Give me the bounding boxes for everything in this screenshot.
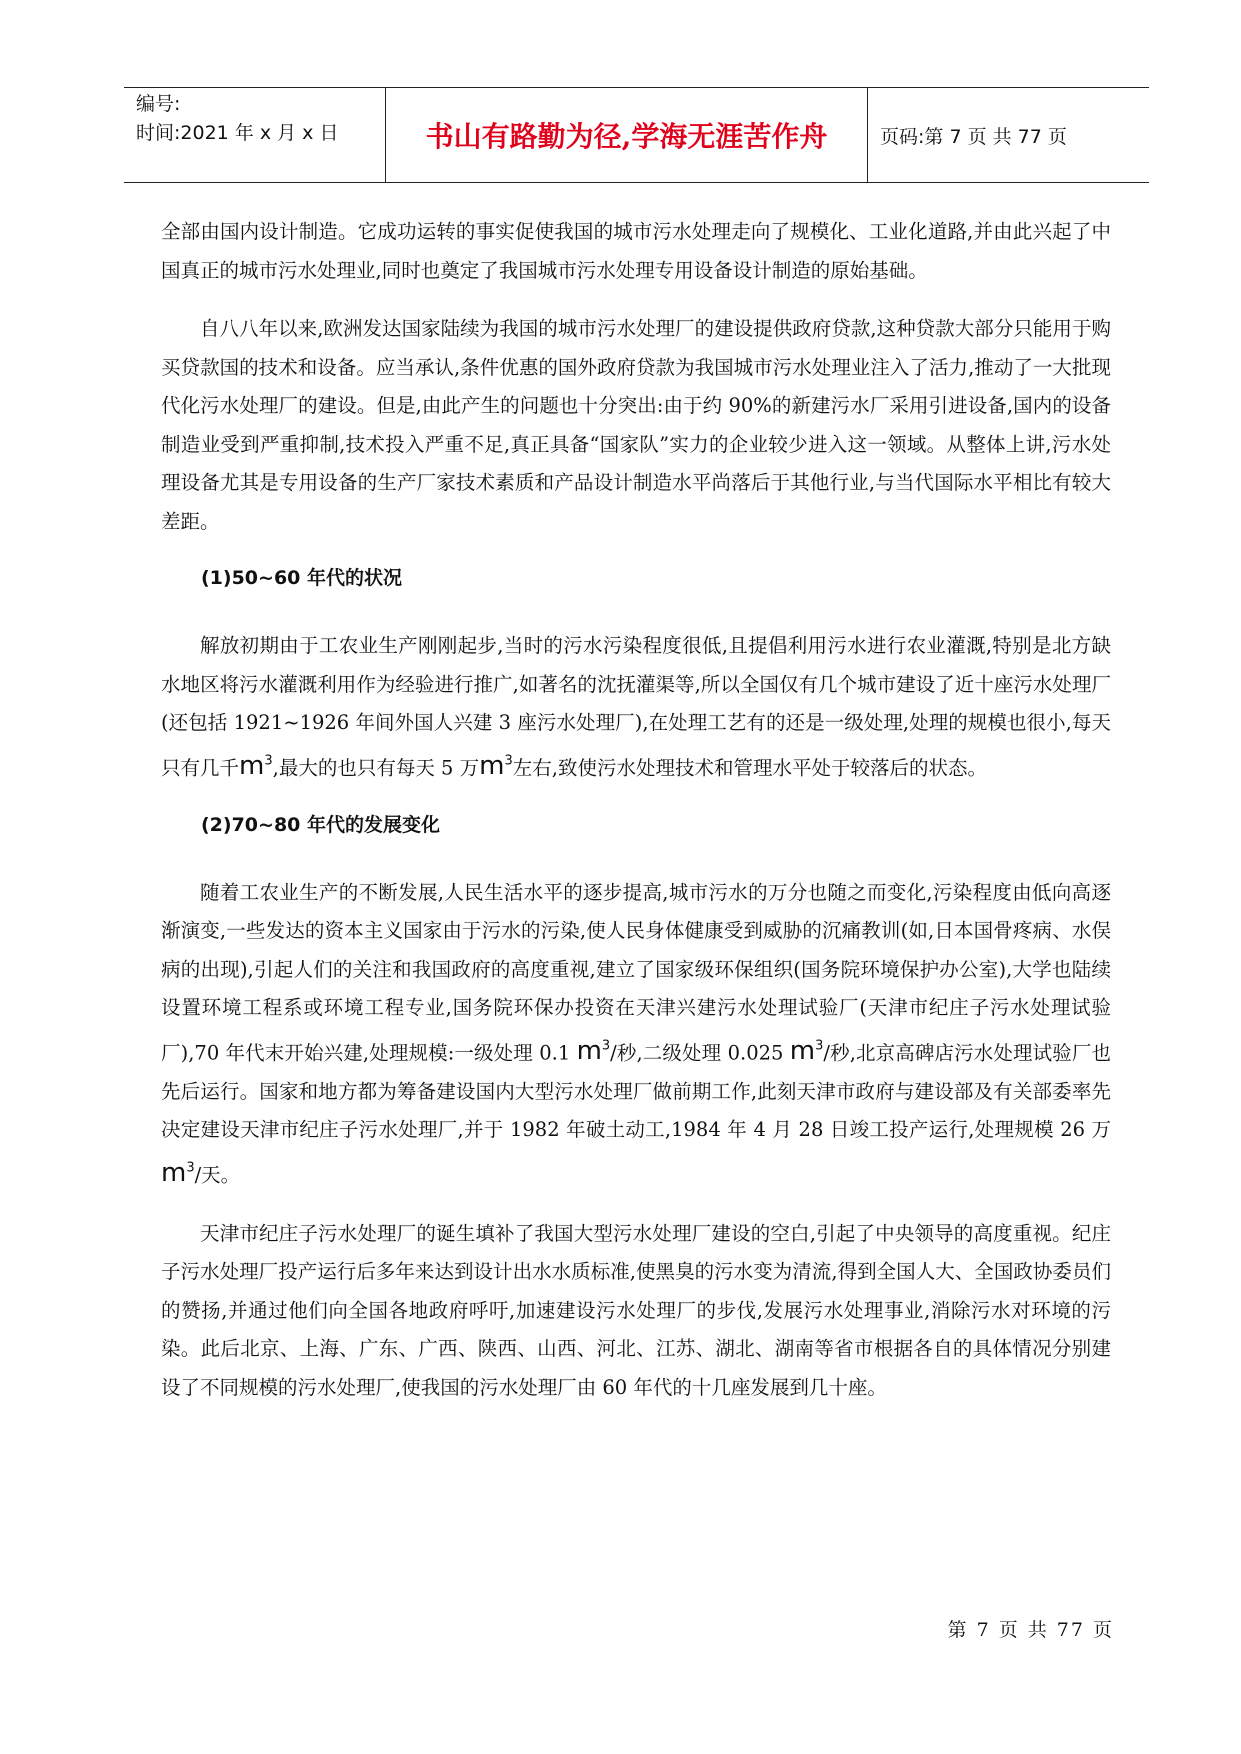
cubic-meter-unit: $m^3$ [479,751,513,782]
page-header [124,87,1149,183]
section-heading-1: (1)50~60 年代的状况 [201,567,403,589]
paragraph-4-text-a: 随着工农业生产的不断发展,人民生活水平的逐步提高,城市污水的万分也随之而变化,污染程度由低向高逐渐演变,一些发达的资本主义国家由于污水的污染,使人民身体健康受到威胁的沉痛教训(如,日本国骨疼病、水俣病的出现),引起人们的关注和我国政府的高度重视,建立了国家级环保组织(国务院环境保护办公室),大学也陆续设置环境工程系或环境工程专业,国务院环保办投资在天津兴建污水处理试验厂(天津市纪庄子污水处理试验厂),70 年代末开始兴建,处理规模:一级处理 0.1 [161,880,1111,1065]
cubic-meter-unit: $m^3$ [789,1036,824,1067]
paragraph-5: 天津市纪庄子污水处理厂的诞生填补了我国大型污水处理厂建设的空白,引起了中央领导的高度重视。纪庄子污水处理厂投产运行后多年来达到设计出水水质标准,使黑臭的污水变为清流,得到全国人大、全国政协委员们的赞扬,并通过他们向全国各地政府呼吁,加速建设污水处理厂的步伐,发展污水处理事业,消除污水对环境的污染。此后北京、上海、广东、广西、陕西、山西、河北、江苏、湖北、湖南等省市根据各自的具体情况分别建设了不同规模的污水处理厂,使我国的污水处理厂由 60 年代的十几座发展到几十座。 [161,1221,1111,1399]
paragraph-4-text-b: /秒,二级处理 0.025 [610,1041,790,1065]
header-motto: 书山有路勤为径,学海无涯苦作舟 [386,88,868,182]
header-meta-cell [124,88,386,182]
paragraph-4-text-d: /天。 [194,1163,241,1187]
paragraph-4-text-c: /秒,北京高碑店污水处理试验厂也先后运行。国家和地方都为筹备建设国内大型污水处理厂做前期工作,此刻天津市政府与建设部及有关部委率先决定建设天津市纪庄子污水处理厂,并于 1982 年破土动工,1984 年 4 月 28 日竣工投产运行,处理规模 26 万 [161,1041,1111,1142]
cubic-meter-unit: $m^3$ [161,1158,195,1189]
page-footer: 第 7 页 共 77 页 [947,1619,1114,1641]
section-heading-2: (2)70~80 年代的发展变化 [201,813,441,836]
doc-date-label: 时间:2021 年 x 月 x 日 [136,122,339,144]
document-body [161,213,1111,1407]
paragraph-3-text-b: ,最大的也只有每天 5 万 [272,756,480,780]
paragraph-3 [161,627,1111,788]
paragraph-4 [161,874,1111,1195]
paragraph-3-text-a: 解放初期由于工农业生产刚刚起步,当时的污水污染程度很低,且提倡利用污水进行农业灌溉,特别是北方缺水地区将污水灌溉利用作为经验进行推广,如著名的沈抚灌渠等,所以全国仅有几个城市建设了近十座污水处理厂(还包括 1921~1926 年间外国人兴建 3 座污水处理厂),在处理工艺有的还是一级处理,处理的规模也很小,每天只有几千 [161,634,1111,780]
cubic-meter-unit: $m^3$ [239,751,273,782]
paragraph-1: 全部由国内设计制造。它成功运转的事实促使我国的城市污水处理走向了规模化、工业化道路,并由此兴起了中国真正的城市污水处理业,同时也奠定了我国城市污水处理专用设备设计制造的原始基础。 [161,220,1111,282]
paragraph-2: 自八八年以来,欧洲发达国家陆续为我国的城市污水处理厂的建设提供政府贷款,这种贷款大部分只能用于购买贷款国的技术和设备。应当承认,条件优惠的国外政府贷款为我国城市污水处理业注入了活力,推动了一大批现代化污水处理厂的建设。但是,由此产生的问题也十分突出:由于约 90%的新建污水厂采用引进设备,国内的设备制造业受到严重抑制,技术投入严重不足,真正具备“国家队”实力的企业较少进入这一领域。从整体上讲,污水处理设备尤其是专用设备的生产厂家技术素质和产品设计制造水平尚落后于其他行业,与当代国际水平相比有较大差距。 [161,317,1111,533]
cubic-meter-unit: $m^3$ [576,1036,611,1067]
paragraph-3-text-c: 左右,致使污水处理技术和管理水平处于较落后的状态。 [512,756,987,780]
doc-number-label: 编号: [136,93,181,115]
header-page-info: 页码:第 7 页 共 77 页 [880,125,1067,148]
